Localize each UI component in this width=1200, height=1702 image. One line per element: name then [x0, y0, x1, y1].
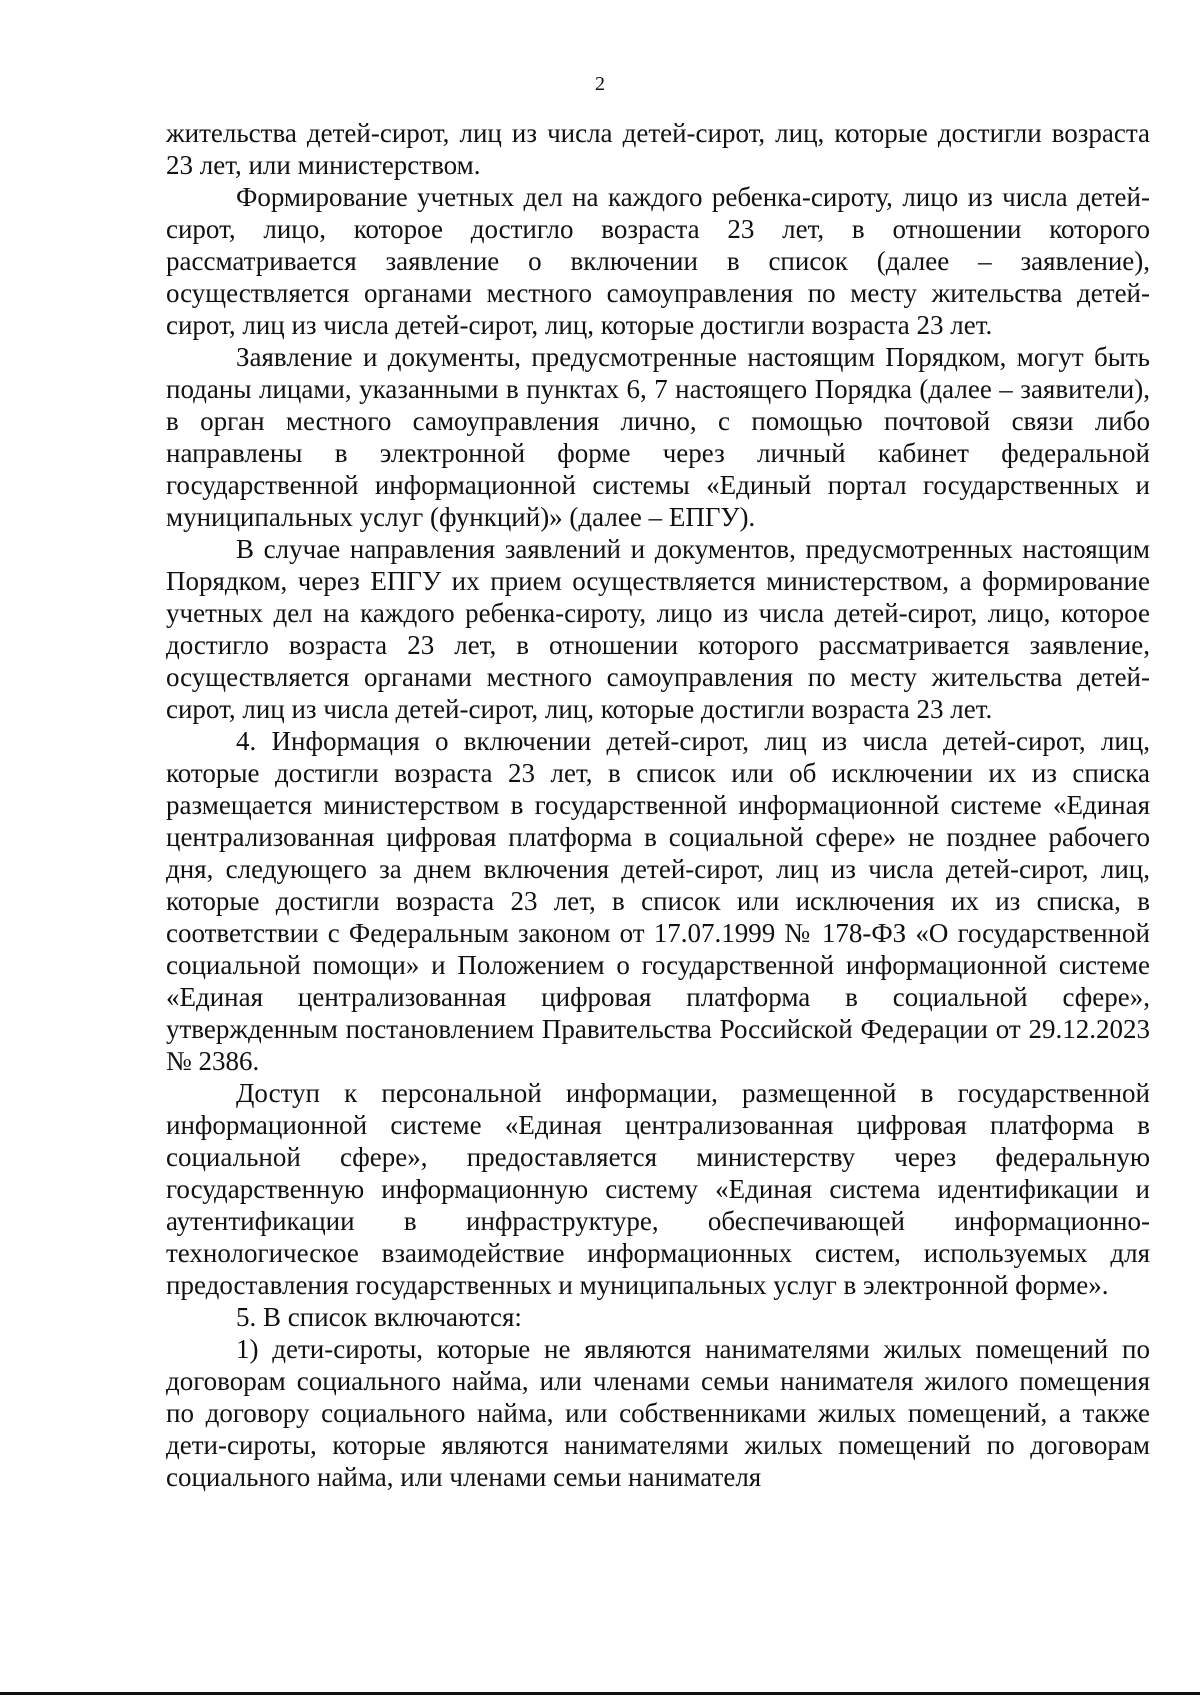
document-body: [166, 117, 1150, 1493]
paragraph-4: В случае направления заявлений и документов, предусмотренных настоящим Порядком, через ЕПГУ их прием осуществляется министерством, а формирование учетных дел на каждого ребенка-сироту, лицо из числа детей-сирот, лицо, которое достигло возраста 23 лет, в отношении которого рассматривается заявление, осуществляется органами местного самоуправления по месту жительства детей-сирот, лиц из числа детей-сирот, лиц, которые достигли возраста 23 лет.: [166, 534, 1150, 724]
paragraph-3: Заявление и документы, предусмотренные настоящим Порядком, могут быть поданы лицами, указанными в пунктах 6, 7 настоящего Порядка (далее – заявители), в орган местного самоуправления лично, с помощью почтовой связи либо направлены в электронной форме через личный кабинет федеральной государственной информационной системы «Единый портал государственных и муниципальных услуг (функций)» (далее – ЕПГУ).: [166, 342, 1150, 532]
page-number: 2: [595, 73, 605, 95]
paragraph-1: жительства детей-сирот, лиц из числа детей-сирот, лиц, которые достигли возраста 23 лет, или министерством.: [166, 118, 1150, 180]
paragraph-5: 4. Информация о включении детей-сирот, лиц из числа детей-сирот, лиц, которые достигли возраста 23 лет, в список или об исключении их из списка размещается министерством в государственной информационной системе «Единая централизованная цифровая платформа в социальной сфере» не позднее рабочего дня, следующего за днем включения детей-сирот, лиц из числа детей-сирот, лиц, которые достигли возраста 23 лет, в список или исключения их из списка, в соответствии с Федеральным законом от 17.07.1999 № 178-ФЗ «О государственной социальной помощи» и Положением о государственной информационной системе «Единая централизованная цифровая платформа в социальной сфере», утвержденным постановлением Правительства Российской Федерации от 29.12.2023 № 2386.: [166, 726, 1150, 1076]
paragraph-6: Доступ к персональной информации, размещенной в государственной информационной системе «Единая централизованная цифровая платформа в социальной сфере», предоставляется министерству через федеральную государственную информационную систему «Единая система идентификации и аутентификации в инфраструктуре, обеспечивающей информационно-технологическое взаимодействие информационных систем, используемых для предоставления государственных и муниципальных услуг в электронной форме».: [166, 1078, 1150, 1300]
paragraph-2: Формирование учетных дел на каждого ребенка-сироту, лицо из числа детей-сирот, лицо, которое достигло возраста 23 лет, в отношении которого рассматривается заявление о включении в список (далее – заявление), осуществляется органами местного самоуправления по месту жительства детей-сирот, лиц из числа детей-сирот, лиц, которые достигли возраста 23 лет.: [166, 182, 1150, 340]
paragraph-8: 1) дети-сироты, которые не являются нанимателями жилых помещений по договорам социального найма, или членами семьи нанимателя жилого помещения по договору социального найма, или собственниками жилых помещений, а также дети-сироты, которые являются нанимателями жилых помещений по договорам социального найма, или членами семьи нанимателя: [166, 1334, 1150, 1492]
paragraph-7: 5. В список включаются:: [236, 1302, 522, 1332]
scan-bottom-edge: [0, 1692, 1200, 1695]
